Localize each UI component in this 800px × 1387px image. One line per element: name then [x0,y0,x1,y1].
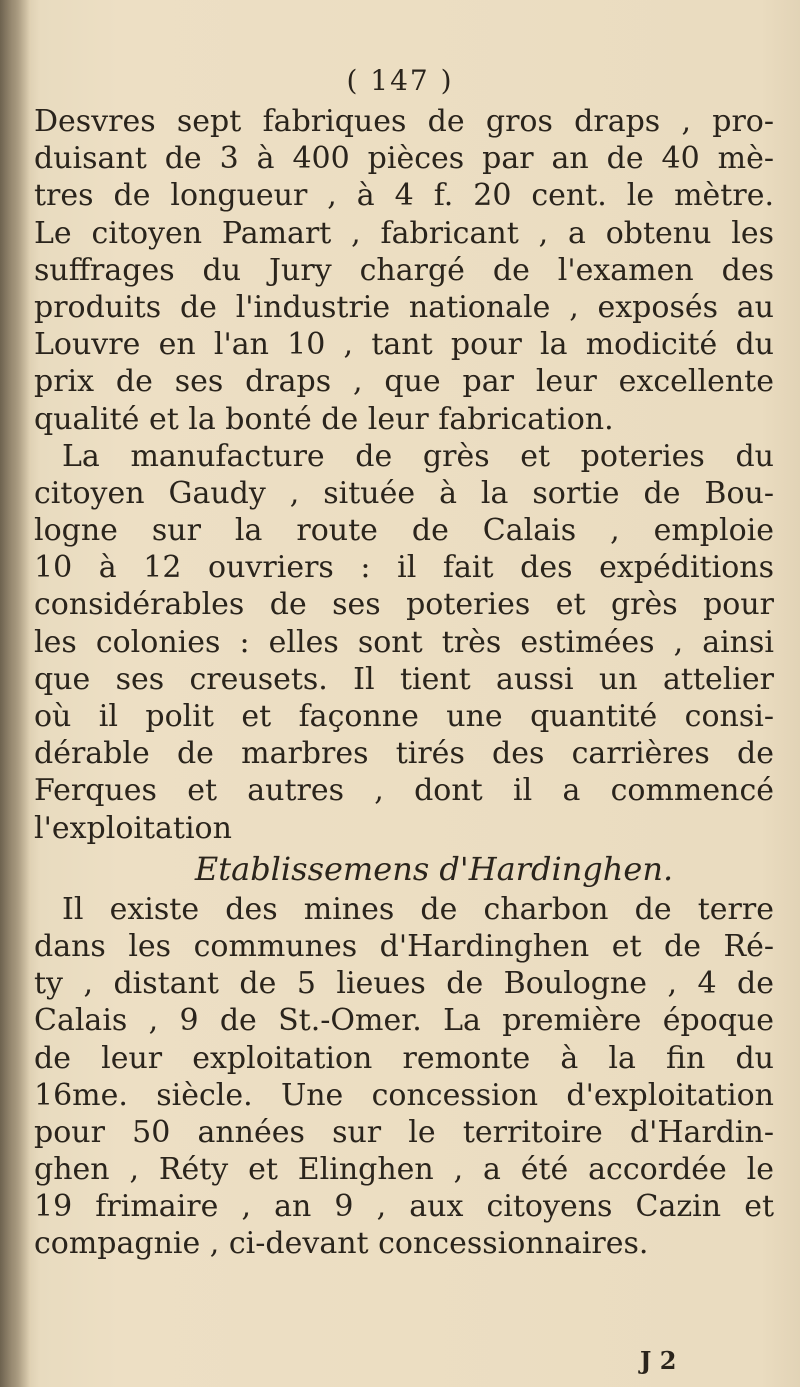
text-line: duisant de 3 à 400 pièces par an de 40 mè- [34,141,774,177]
text-line: l'exploitation [34,810,232,846]
text-line: considérables de ses poteries et grès pour [34,587,774,623]
text-line: prix de ses draps , que par leur excellente [34,364,774,400]
text-line: La manufacture de grès et poteries du [62,438,774,474]
text-line: que ses creusets. Il tient aussi un attelier [34,661,774,697]
text-line: ghen , Réty et Elinghen , a été accordée le [34,1152,774,1188]
paragraph-desvres [34,103,774,438]
text-line: 16me. siècle. Une concession d'exploitation [34,1077,774,1113]
text-line: Il existe des mines de charbon de terre [62,891,774,927]
text-line: Ferques et autres , dont il a commencé [34,773,774,809]
paragraph-manufacture-gres [34,438,774,847]
text-line: dans les communes d'Hardinghen et de Ré- [34,928,774,964]
text-line: produits de l'industrie nationale , exposés au [34,289,774,325]
text-line: tres de longueur , à 4 f. 20 cent. le mètre. [34,178,774,214]
section-heading: Etablissemens d'Hardinghen. [194,849,674,888]
body-text [34,103,774,1263]
text-line: logne sur la route de Calais , emploie [34,513,774,549]
text-line: citoyen Gaudy , située à la sortie de Bou- [34,475,774,511]
page-number-header: ( 147 ) [346,64,454,97]
text-line: compagnie , ci-devant concessionnaires. [34,1226,649,1262]
text-line: ty , distant de 5 lieues de Boulogne , 4 de [34,966,774,1002]
text-line: 10 à 12 ouvriers : il fait des expéditions [34,550,774,586]
text-line: pour 50 années sur le territoire d'Hardin- [34,1114,774,1150]
paragraph-hardinghen [34,891,774,1263]
text-line: Le citoyen Pamart , fabricant , a obtenu les [34,215,774,251]
signature-mark: J 2 [640,1346,677,1375]
text-line: Desvres sept fabriques de gros draps , pro- [34,104,774,139]
text-line: Louvre en l'an 10 , tant pour la modicité du [34,327,774,363]
text-line: suffrages du Jury chargé de l'examen des [34,252,774,288]
text-line: les colonies : elles sont très estimées , ainsi [34,624,774,660]
text-line: 19 frimaire , an 9 , aux citoyens Cazin et [34,1189,774,1225]
text-line: dérable de marbres tirés des carrières de [34,736,774,772]
text-line: où il polit et façonne une quantité consi- [34,699,774,734]
binding-gutter [0,0,30,1387]
text-line: de leur exploitation remonte à la fin du [34,1040,774,1076]
text-line: Calais , 9 de St.-Omer. La première époque [34,1003,774,1039]
text-line: qualité et la bonté de leur fabrication. [34,401,614,437]
